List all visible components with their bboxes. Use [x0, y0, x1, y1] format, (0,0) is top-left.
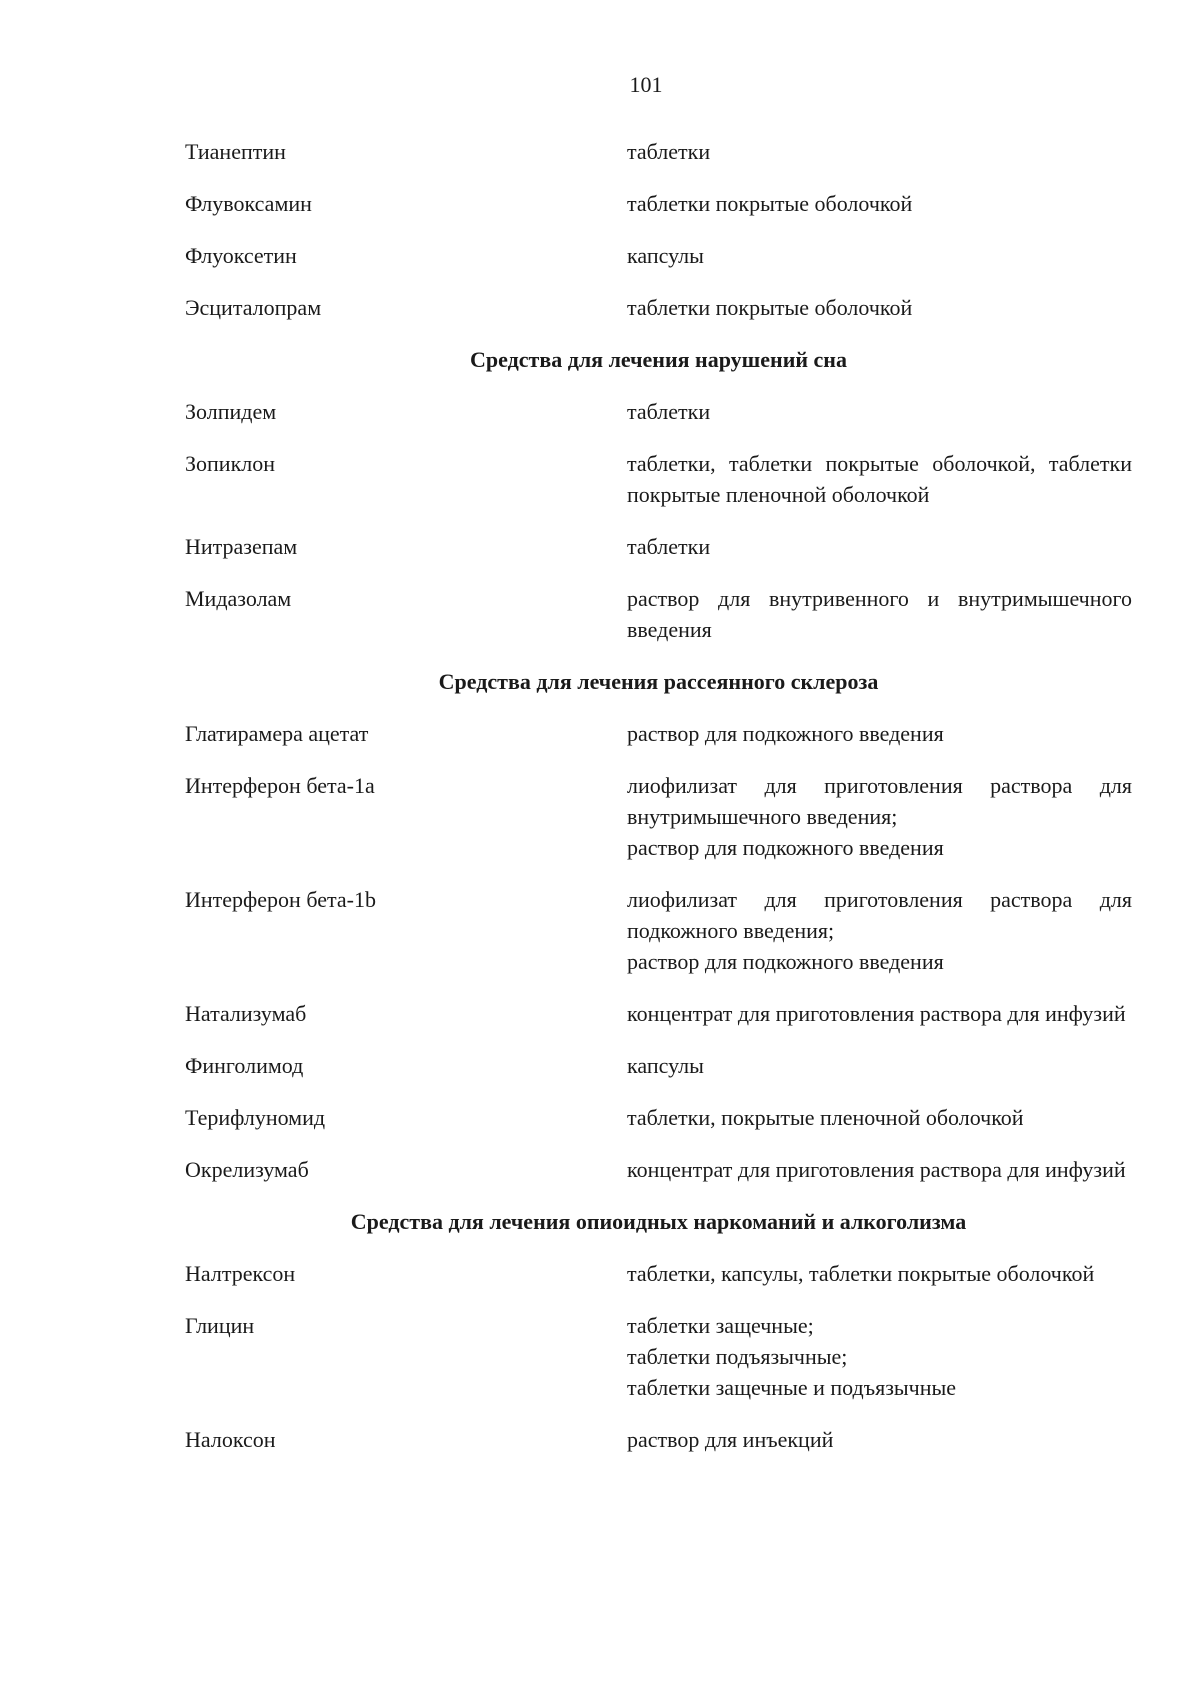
drug-entry	[185, 136, 1132, 167]
dosage-form: лиофилизат для приготовления раствора для внутримышечного введения;	[627, 773, 1132, 829]
drug-entry	[185, 1154, 1132, 1185]
dosage-forms	[627, 136, 1132, 167]
dosage-forms	[627, 583, 1132, 645]
dosage-forms	[627, 292, 1132, 323]
drug-name: Налтрексон	[185, 1261, 296, 1286]
drug-entry	[185, 718, 1132, 749]
drug-name: Окрелизумаб	[185, 1157, 309, 1182]
section-heading: Средства для лечения нарушений сна	[470, 347, 847, 372]
dosage-form: таблетки защечные;	[627, 1313, 814, 1338]
dosage-forms	[627, 1310, 1132, 1403]
drug-entry	[185, 1050, 1132, 1081]
dosage-forms	[627, 188, 1132, 219]
drug-name: Финголимод	[185, 1053, 304, 1078]
drug-name: Интерферон бета-1b	[185, 887, 376, 912]
drug-entry	[185, 292, 1132, 323]
dosage-forms	[627, 1154, 1132, 1185]
drug-list	[185, 136, 1132, 1476]
dosage-forms	[627, 770, 1132, 863]
dosage-form: концентрат для приготовления раствора для инфузий	[627, 1001, 1126, 1026]
dosage-form: таблетки	[627, 139, 711, 164]
page-number: 101	[629, 72, 663, 97]
drug-name: Налоксон	[185, 1427, 276, 1452]
dosage-form: таблетки покрытые оболочкой	[627, 191, 913, 216]
section-heading: Средства для лечения рассеянного склероза	[438, 669, 879, 694]
dosage-form: таблетки, капсулы, таблетки покрытые оболочкой	[627, 1261, 1095, 1286]
drug-name: Мидазолам	[185, 586, 292, 611]
drug-entry	[185, 770, 1132, 863]
dosage-form: таблетки подъязычные;	[627, 1344, 848, 1369]
drug-name: Зопиклон	[185, 451, 276, 476]
drug-entry	[185, 531, 1132, 562]
drug-name: Эсциталопрам	[185, 295, 322, 320]
drug-name: Флувоксамин	[185, 191, 312, 216]
drug-entry	[185, 448, 1132, 510]
dosage-form: таблетки, покрытые пленочной оболочкой	[627, 1105, 1024, 1130]
dosage-form: раствор для внутривенного и внутримышечного введения	[627, 586, 1132, 642]
dosage-forms	[627, 1258, 1132, 1289]
drug-entry	[185, 240, 1132, 271]
drug-entry	[185, 998, 1132, 1029]
drug-entry	[185, 1310, 1132, 1403]
drug-entry	[185, 1424, 1132, 1455]
dosage-form: раствор для подкожного введения	[627, 835, 944, 860]
dosage-forms	[627, 1424, 1132, 1455]
dosage-form: таблетки	[627, 534, 711, 559]
dosage-form: таблетки защечные и подъязычные	[627, 1375, 957, 1400]
dosage-form: раствор для подкожного введения	[627, 721, 944, 746]
section-heading: Средства для лечения опиоидных наркоманий и алкоголизма	[350, 1209, 967, 1234]
drug-name: Флуоксетин	[185, 243, 297, 268]
dosage-forms	[627, 718, 1132, 749]
drug-entry	[185, 583, 1132, 645]
drug-entry	[185, 1258, 1132, 1289]
dosage-form: капсулы	[627, 243, 704, 268]
dosage-forms	[627, 531, 1132, 562]
drug-name: Глатирамера ацетат	[185, 721, 369, 746]
dosage-forms	[627, 240, 1132, 271]
drug-entry	[185, 884, 1132, 977]
drug-name: Интерферон бета-1а	[185, 773, 375, 798]
drug-entry	[185, 396, 1132, 427]
drug-name: Натализумаб	[185, 1001, 307, 1026]
dosage-form: капсулы	[627, 1053, 704, 1078]
dosage-forms	[627, 998, 1132, 1029]
dosage-forms	[627, 448, 1132, 510]
dosage-form: раствор для подкожного введения	[627, 949, 944, 974]
dosage-form: раствор для инъекций	[627, 1427, 834, 1452]
drug-entry	[185, 1102, 1132, 1133]
dosage-form: таблетки	[627, 399, 711, 424]
drug-name: Золпидем	[185, 399, 277, 424]
dosage-form: таблетки покрытые оболочкой	[627, 295, 913, 320]
drug-name: Тианептин	[185, 139, 286, 164]
drug-name: Терифлуномид	[185, 1105, 326, 1130]
dosage-forms	[627, 1102, 1132, 1133]
dosage-forms	[627, 884, 1132, 977]
dosage-form: лиофилизат для приготовления раствора для подкожного введения;	[627, 887, 1132, 943]
dosage-forms	[627, 1050, 1132, 1081]
drug-entry	[185, 188, 1132, 219]
drug-name: Глицин	[185, 1313, 255, 1338]
dosage-forms	[627, 396, 1132, 427]
dosage-form: концентрат для приготовления раствора для инфузий	[627, 1157, 1126, 1182]
drug-name: Нитразепам	[185, 534, 298, 559]
dosage-form: таблетки, таблетки покрытые оболочкой, таблетки покрытые пленочной оболочкой	[627, 451, 1132, 507]
